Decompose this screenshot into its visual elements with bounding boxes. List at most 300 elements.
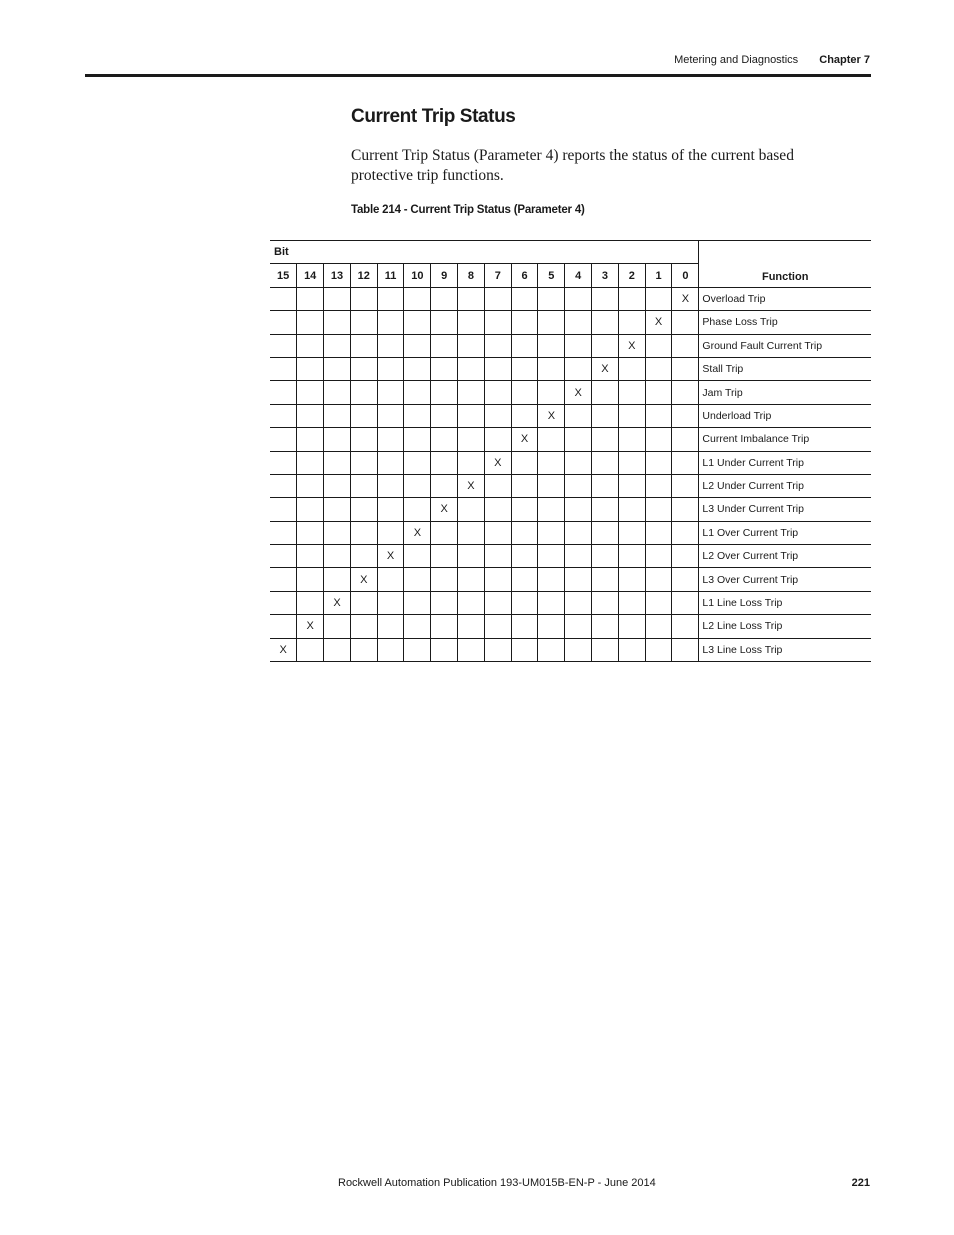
bit-mark: X bbox=[592, 357, 619, 380]
function-cell: L3 Over Current Trip bbox=[699, 568, 871, 591]
bit-cell bbox=[431, 568, 458, 591]
table-row bbox=[270, 357, 871, 380]
bit-cell bbox=[297, 311, 324, 334]
bit-cell bbox=[404, 381, 431, 404]
bit-cell bbox=[377, 311, 404, 334]
bit-cell bbox=[377, 521, 404, 544]
bit-column-1: 1 bbox=[645, 264, 672, 287]
bit-cell bbox=[538, 615, 565, 638]
table-caption: Table 214 - Current Trip Status (Parameter 4) bbox=[351, 204, 585, 216]
bit-cell bbox=[270, 498, 297, 521]
bit-cell bbox=[511, 334, 538, 357]
bit-cell bbox=[645, 474, 672, 497]
bit-cell bbox=[645, 638, 672, 661]
bit-mark: X bbox=[350, 568, 377, 591]
bit-cell bbox=[377, 404, 404, 427]
bit-cell bbox=[377, 381, 404, 404]
bit-column-11: 11 bbox=[377, 264, 404, 287]
bit-cell bbox=[270, 591, 297, 614]
table-row bbox=[270, 381, 871, 404]
bit-cell bbox=[672, 498, 699, 521]
bit-column-6: 6 bbox=[511, 264, 538, 287]
bit-cell bbox=[592, 521, 619, 544]
bit-cell bbox=[324, 615, 351, 638]
bit-cell bbox=[645, 381, 672, 404]
bit-cell bbox=[458, 428, 485, 451]
bit-cell bbox=[297, 357, 324, 380]
bit-cell bbox=[404, 474, 431, 497]
bit-cell bbox=[618, 287, 645, 310]
bit-cell bbox=[645, 521, 672, 544]
bit-cell bbox=[645, 428, 672, 451]
bit-cell bbox=[270, 474, 297, 497]
bit-cell bbox=[618, 474, 645, 497]
section-title: Current Trip Status bbox=[351, 106, 516, 127]
bit-cell bbox=[377, 357, 404, 380]
bit-cell bbox=[458, 591, 485, 614]
bit-cell bbox=[565, 545, 592, 568]
bit-cell bbox=[672, 404, 699, 427]
header-rule bbox=[85, 74, 871, 77]
function-cell: Ground Fault Current Trip bbox=[699, 334, 871, 357]
bit-cell bbox=[297, 568, 324, 591]
bit-cell bbox=[565, 428, 592, 451]
bit-cell bbox=[431, 428, 458, 451]
bit-cell bbox=[511, 404, 538, 427]
function-cell: L1 Under Current Trip bbox=[699, 451, 871, 474]
bit-cell bbox=[672, 615, 699, 638]
bit-column-13: 13 bbox=[324, 264, 351, 287]
bit-cell bbox=[297, 545, 324, 568]
bit-cell bbox=[350, 615, 377, 638]
bit-cell bbox=[672, 545, 699, 568]
bit-cell bbox=[350, 404, 377, 427]
bit-cell bbox=[404, 404, 431, 427]
bit-cell bbox=[484, 545, 511, 568]
bit-cell bbox=[404, 357, 431, 380]
footer-publication: Rockwell Automation Publication 193-UM015B-EN-P - June 2014 bbox=[338, 1177, 656, 1189]
bit-cell bbox=[431, 545, 458, 568]
function-header: Function bbox=[699, 241, 871, 288]
bit-cell bbox=[350, 334, 377, 357]
body-paragraph: Current Trip Status (Parameter 4) reports the status of the current based protective trip functions. bbox=[351, 147, 794, 184]
header-chapter: Chapter 7 bbox=[819, 54, 870, 66]
bit-cell bbox=[324, 357, 351, 380]
function-cell: L2 Under Current Trip bbox=[699, 474, 871, 497]
bit-cell bbox=[511, 381, 538, 404]
table-header-row-1 bbox=[270, 241, 871, 264]
bit-cell bbox=[511, 615, 538, 638]
bit-cell bbox=[431, 591, 458, 614]
bit-column-5: 5 bbox=[538, 264, 565, 287]
page-number: 221 bbox=[851, 1177, 870, 1189]
table-row bbox=[270, 498, 871, 521]
bit-cell bbox=[511, 311, 538, 334]
table-row bbox=[270, 311, 871, 334]
bit-cell bbox=[324, 498, 351, 521]
bit-cell bbox=[297, 521, 324, 544]
bit-cell bbox=[404, 568, 431, 591]
bit-cell bbox=[645, 451, 672, 474]
bit-cell bbox=[511, 545, 538, 568]
bit-cell bbox=[672, 311, 699, 334]
table-row bbox=[270, 404, 871, 427]
bit-cell bbox=[270, 357, 297, 380]
bit-cell bbox=[592, 568, 619, 591]
bit-cell bbox=[458, 357, 485, 380]
bit-mark: X bbox=[431, 498, 458, 521]
bit-cell bbox=[484, 568, 511, 591]
bit-column-4: 4 bbox=[565, 264, 592, 287]
bit-mark: X bbox=[645, 311, 672, 334]
bit-mark: X bbox=[324, 591, 351, 614]
bit-mark: X bbox=[565, 381, 592, 404]
bit-cell bbox=[431, 334, 458, 357]
bit-column-9: 9 bbox=[431, 264, 458, 287]
bit-cell bbox=[672, 451, 699, 474]
bit-cell bbox=[538, 498, 565, 521]
bit-cell bbox=[350, 357, 377, 380]
bit-cell bbox=[377, 615, 404, 638]
bit-cell bbox=[484, 311, 511, 334]
bit-cell bbox=[324, 451, 351, 474]
bit-cell bbox=[618, 381, 645, 404]
bit-cell bbox=[511, 474, 538, 497]
function-cell: L1 Line Loss Trip bbox=[699, 591, 871, 614]
bit-cell bbox=[297, 404, 324, 427]
bit-cell bbox=[538, 311, 565, 334]
bit-cell bbox=[484, 474, 511, 497]
bit-cell bbox=[565, 591, 592, 614]
bit-cell bbox=[565, 404, 592, 427]
bit-cell bbox=[377, 428, 404, 451]
table-row bbox=[270, 521, 871, 544]
bit-cell bbox=[377, 287, 404, 310]
bit-cell bbox=[565, 311, 592, 334]
bit-cell bbox=[565, 474, 592, 497]
bit-cell bbox=[431, 638, 458, 661]
bit-cell bbox=[618, 521, 645, 544]
bit-cell bbox=[458, 615, 485, 638]
bit-mark: X bbox=[511, 428, 538, 451]
bit-cell bbox=[565, 451, 592, 474]
bit-cell bbox=[324, 334, 351, 357]
bit-cell bbox=[270, 521, 297, 544]
bit-cell bbox=[484, 357, 511, 380]
function-cell: L2 Over Current Trip bbox=[699, 545, 871, 568]
bit-cell bbox=[377, 568, 404, 591]
function-cell: L2 Line Loss Trip bbox=[699, 615, 871, 638]
bit-column-15: 15 bbox=[270, 264, 297, 287]
bit-cell bbox=[350, 545, 377, 568]
bit-cell bbox=[565, 334, 592, 357]
bit-cell bbox=[565, 357, 592, 380]
bit-cell bbox=[592, 474, 619, 497]
bit-cell bbox=[458, 638, 485, 661]
bit-cell bbox=[431, 357, 458, 380]
bit-cell bbox=[538, 428, 565, 451]
bit-cell bbox=[618, 568, 645, 591]
bit-cell bbox=[592, 591, 619, 614]
bit-cell bbox=[645, 404, 672, 427]
bit-cell bbox=[618, 311, 645, 334]
function-cell: Overload Trip bbox=[699, 287, 871, 310]
bit-cell bbox=[592, 428, 619, 451]
bit-cell bbox=[350, 638, 377, 661]
bit-cell bbox=[270, 404, 297, 427]
bit-cell bbox=[458, 381, 485, 404]
bit-cell bbox=[672, 334, 699, 357]
function-cell: L3 Line Loss Trip bbox=[699, 638, 871, 661]
bit-cell bbox=[431, 451, 458, 474]
bit-cell bbox=[565, 638, 592, 661]
function-cell: L1 Over Current Trip bbox=[699, 521, 871, 544]
bit-cell bbox=[297, 451, 324, 474]
bit-cell bbox=[672, 591, 699, 614]
table-row bbox=[270, 428, 871, 451]
bit-cell bbox=[672, 428, 699, 451]
table-row bbox=[270, 638, 871, 661]
bit-cell bbox=[484, 334, 511, 357]
bit-column-0: 0 bbox=[672, 264, 699, 287]
bit-cell bbox=[377, 591, 404, 614]
bit-cell bbox=[350, 521, 377, 544]
bit-cell bbox=[297, 287, 324, 310]
bit-cell bbox=[297, 498, 324, 521]
bit-cell bbox=[511, 451, 538, 474]
bit-cell bbox=[404, 591, 431, 614]
bit-cell bbox=[431, 311, 458, 334]
bit-cell bbox=[324, 311, 351, 334]
function-cell: Current Imbalance Trip bbox=[699, 428, 871, 451]
bit-cell bbox=[484, 615, 511, 638]
bit-cell bbox=[484, 404, 511, 427]
function-cell: Jam Trip bbox=[699, 381, 871, 404]
running-header bbox=[674, 54, 870, 66]
bit-cell bbox=[538, 451, 565, 474]
bit-cell bbox=[511, 357, 538, 380]
bit-cell bbox=[431, 474, 458, 497]
bit-column-8: 8 bbox=[458, 264, 485, 287]
bit-cell bbox=[511, 521, 538, 544]
bit-cell bbox=[458, 287, 485, 310]
bit-cell bbox=[538, 357, 565, 380]
bit-cell bbox=[458, 568, 485, 591]
bit-cell bbox=[565, 287, 592, 310]
bit-cell bbox=[484, 638, 511, 661]
bit-cell bbox=[592, 615, 619, 638]
bit-cell bbox=[350, 287, 377, 310]
bit-cell bbox=[645, 591, 672, 614]
bit-cell bbox=[565, 615, 592, 638]
bit-cell bbox=[297, 428, 324, 451]
bit-cell bbox=[538, 521, 565, 544]
bit-cell bbox=[645, 615, 672, 638]
bit-mark: X bbox=[618, 334, 645, 357]
table-row bbox=[270, 591, 871, 614]
bit-cell bbox=[618, 545, 645, 568]
bit-cell bbox=[592, 381, 619, 404]
bit-cell bbox=[672, 521, 699, 544]
bit-cell bbox=[618, 498, 645, 521]
bit-cell bbox=[565, 568, 592, 591]
bit-cell bbox=[297, 381, 324, 404]
bit-cell bbox=[350, 591, 377, 614]
bit-cell bbox=[350, 451, 377, 474]
bit-cell bbox=[484, 381, 511, 404]
current-trip-status-table bbox=[270, 240, 871, 662]
bit-cell bbox=[511, 591, 538, 614]
bit-cell bbox=[350, 381, 377, 404]
bit-cell bbox=[618, 428, 645, 451]
bit-cell bbox=[458, 311, 485, 334]
bit-mark: X bbox=[538, 404, 565, 427]
bit-mark: X bbox=[377, 545, 404, 568]
bit-mark: X bbox=[270, 638, 297, 661]
table-row bbox=[270, 568, 871, 591]
bit-cell bbox=[645, 498, 672, 521]
bit-cell bbox=[618, 451, 645, 474]
bit-cell bbox=[645, 545, 672, 568]
bit-cell bbox=[324, 521, 351, 544]
bit-cell bbox=[618, 615, 645, 638]
bit-cell bbox=[458, 404, 485, 427]
table-row bbox=[270, 545, 871, 568]
bit-cell bbox=[565, 498, 592, 521]
table-row bbox=[270, 615, 871, 638]
bit-cell bbox=[324, 568, 351, 591]
bit-cell bbox=[431, 404, 458, 427]
bit-cell bbox=[404, 638, 431, 661]
bit-cell bbox=[645, 357, 672, 380]
bit-cell bbox=[377, 474, 404, 497]
bit-cell bbox=[592, 404, 619, 427]
bit-cell bbox=[538, 568, 565, 591]
bit-cell bbox=[511, 638, 538, 661]
header-section: Metering and Diagnostics bbox=[674, 54, 799, 66]
table-row bbox=[270, 287, 871, 310]
bit-cell bbox=[538, 545, 565, 568]
bit-cell bbox=[592, 311, 619, 334]
bit-cell bbox=[538, 474, 565, 497]
bit-mark: X bbox=[458, 474, 485, 497]
bit-cell bbox=[538, 638, 565, 661]
bit-cell bbox=[458, 334, 485, 357]
bit-cell bbox=[458, 451, 485, 474]
bit-cell bbox=[270, 428, 297, 451]
bit-cell bbox=[484, 498, 511, 521]
bit-column-12: 12 bbox=[350, 264, 377, 287]
bit-cell bbox=[511, 568, 538, 591]
bit-cell bbox=[404, 287, 431, 310]
bit-cell bbox=[618, 591, 645, 614]
bit-cell bbox=[324, 545, 351, 568]
bit-cell bbox=[458, 498, 485, 521]
bit-header: Bit bbox=[270, 241, 699, 264]
bit-cell bbox=[350, 498, 377, 521]
bit-mark: X bbox=[404, 521, 431, 544]
function-cell: Underload Trip bbox=[699, 404, 871, 427]
bit-column-7: 7 bbox=[484, 264, 511, 287]
bit-cell bbox=[672, 357, 699, 380]
bit-column-10: 10 bbox=[404, 264, 431, 287]
bit-column-3: 3 bbox=[592, 264, 619, 287]
bit-cell bbox=[350, 311, 377, 334]
bit-cell bbox=[458, 521, 485, 544]
bit-cell bbox=[618, 404, 645, 427]
bit-cell bbox=[297, 591, 324, 614]
bit-cell bbox=[404, 545, 431, 568]
bit-cell bbox=[270, 545, 297, 568]
bit-cell bbox=[270, 451, 297, 474]
bit-cell bbox=[458, 545, 485, 568]
bit-cell bbox=[592, 287, 619, 310]
bit-cell bbox=[324, 474, 351, 497]
table-row bbox=[270, 474, 871, 497]
bit-cell bbox=[592, 545, 619, 568]
bit-cell bbox=[538, 591, 565, 614]
bit-cell bbox=[592, 498, 619, 521]
bit-cell bbox=[377, 498, 404, 521]
bit-cell bbox=[618, 638, 645, 661]
bit-column-14: 14 bbox=[297, 264, 324, 287]
bit-cell bbox=[377, 334, 404, 357]
bit-cell bbox=[377, 638, 404, 661]
bit-cell bbox=[404, 311, 431, 334]
bit-cell bbox=[297, 638, 324, 661]
bit-cell bbox=[270, 311, 297, 334]
bit-mark: X bbox=[484, 451, 511, 474]
bit-column-2: 2 bbox=[618, 264, 645, 287]
function-cell: Phase Loss Trip bbox=[699, 311, 871, 334]
bit-cell bbox=[484, 521, 511, 544]
bit-cell bbox=[511, 287, 538, 310]
bit-cell bbox=[350, 474, 377, 497]
bit-cell bbox=[484, 287, 511, 310]
bit-cell bbox=[511, 498, 538, 521]
bit-cell bbox=[672, 568, 699, 591]
bit-cell bbox=[270, 568, 297, 591]
bit-cell bbox=[404, 498, 431, 521]
bit-cell bbox=[565, 521, 592, 544]
table-row bbox=[270, 451, 871, 474]
bit-cell bbox=[270, 615, 297, 638]
bit-cell bbox=[618, 357, 645, 380]
bit-cell bbox=[645, 334, 672, 357]
bit-cell bbox=[270, 287, 297, 310]
function-cell: Stall Trip bbox=[699, 357, 871, 380]
bit-cell bbox=[672, 474, 699, 497]
bit-cell bbox=[324, 287, 351, 310]
function-cell: L3 Under Current Trip bbox=[699, 498, 871, 521]
bit-cell bbox=[431, 615, 458, 638]
bit-cell bbox=[377, 451, 404, 474]
bit-mark: X bbox=[672, 287, 699, 310]
bit-cell bbox=[270, 381, 297, 404]
bit-cell bbox=[324, 381, 351, 404]
table-row bbox=[270, 334, 871, 357]
bit-cell bbox=[431, 381, 458, 404]
bit-cell bbox=[645, 568, 672, 591]
bit-cell bbox=[404, 451, 431, 474]
bit-mark: X bbox=[297, 615, 324, 638]
bit-cell bbox=[431, 521, 458, 544]
bit-cell bbox=[592, 638, 619, 661]
bit-cell bbox=[672, 381, 699, 404]
bit-cell bbox=[592, 451, 619, 474]
bit-cell bbox=[404, 334, 431, 357]
bit-cell bbox=[324, 428, 351, 451]
